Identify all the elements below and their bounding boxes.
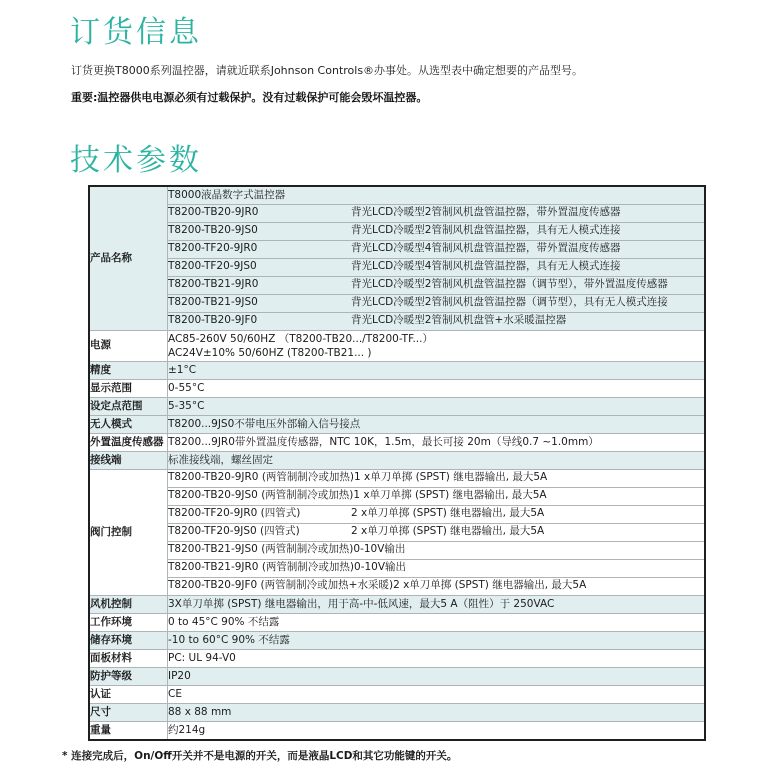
- spec-model: T8200-TB21-9JS0: [168, 296, 258, 309]
- spec-label: 尺寸: [89, 703, 168, 721]
- table-row: [89, 397, 705, 415]
- spec-description: 2 x单刀单掷 (SPST) 继电器输出, 最大5A: [393, 579, 587, 592]
- table-row: [89, 667, 705, 685]
- spec-value: [168, 312, 706, 330]
- spec-value: [168, 240, 706, 258]
- footnote-text: * 连接完成后，On/Off开关并不是电源的开关，而是液晶LCD和其它功能键的开关。: [62, 749, 458, 762]
- spec-value: ±1°C: [168, 361, 706, 379]
- table-row: [89, 204, 705, 222]
- table-row: [89, 361, 705, 379]
- ordering-intro-text: 订货更换T8000系列温控器，请就近联系Johnson Controls®办事处。从选型表中确定想要的产品型号。: [71, 63, 584, 77]
- technical-specs-title: 技术参数: [70, 143, 202, 179]
- spec-value: CE: [168, 685, 706, 703]
- spec-value: [168, 559, 706, 577]
- spec-label: 电源: [89, 330, 168, 361]
- spec-description: 0-10V输出: [353, 543, 406, 556]
- spec-value: [168, 523, 706, 541]
- spec-model: T8200-TB21-9JS0 (两管制制冷或加热): [168, 543, 354, 556]
- spec-label: 精度: [89, 361, 168, 379]
- spec-label: 工作环境: [89, 613, 168, 631]
- spec-description: 背光LCD冷暖型2管制风机盘管+水采暖温控器: [351, 314, 567, 327]
- table-row: [89, 415, 705, 433]
- ordering-info-title: 订货信息: [70, 15, 202, 50]
- spec-description: 2 x单刀单掷 (SPST) 继电器输出, 最大5A: [351, 507, 545, 520]
- spec-description: 背光LCD冷暖型2管制风机盘管温控器（调节型），具有无人模式连接: [351, 296, 668, 309]
- overload-warning-text: 重要:温控器供电电源必须有过载保护。没有过载保护可能会毁坏温控器。: [71, 91, 428, 105]
- spec-value: [168, 487, 706, 505]
- spec-model: T8200-TF20-9JS0 (四管式): [168, 525, 300, 538]
- spec-value: [168, 222, 706, 240]
- spec-value: [168, 204, 706, 222]
- spec-label: 接线端: [89, 451, 168, 469]
- table-row: [89, 451, 705, 469]
- spec-value: -10 to 60°C 90% 不结露: [168, 631, 706, 649]
- spec-model: T8200-TB20-9JR0: [168, 206, 259, 219]
- spec-value: PC: UL 94-V0: [168, 649, 706, 667]
- spec-model: T8200-TB20-9JR0 (两管制制冷或加热): [168, 471, 355, 484]
- spec-value: [168, 505, 706, 523]
- table-row: [89, 330, 705, 361]
- spec-value: [168, 541, 706, 559]
- table-row: [89, 595, 705, 613]
- spec-value: T8000液晶数字式温控器: [168, 186, 706, 205]
- spec-table: [88, 185, 706, 741]
- spec-model: T8200-TB20-9JF0 (两管制制冷或加热+水采暖): [168, 579, 394, 592]
- spec-model: T8200-TB21-9JR0 (两管制制冷或加热): [168, 561, 355, 574]
- spec-value: T8200...9JR0带外置温度传感器，NTC 10K，1.5m，最长可接 20m（导线0.7 ~1.0mm）: [168, 433, 706, 451]
- spec-value: 5-35°C: [168, 397, 706, 415]
- spec-table-body: [89, 186, 705, 740]
- spec-value: [168, 330, 706, 361]
- table-row: [89, 505, 705, 523]
- spec-value: 0-55°C: [168, 379, 706, 397]
- table-row: [89, 276, 705, 294]
- table-row: [89, 559, 705, 577]
- table-row: [89, 577, 705, 595]
- spec-label: 认证: [89, 685, 168, 703]
- spec-label: 无人模式: [89, 415, 168, 433]
- spec-value: [168, 469, 706, 487]
- spec-model: T8200-TB20-9JF0: [168, 314, 258, 327]
- table-row: [89, 541, 705, 559]
- spec-value: IP20: [168, 667, 706, 685]
- spec-label: 重量: [89, 721, 168, 740]
- table-row: [89, 721, 705, 740]
- spec-label: 防护等级: [89, 667, 168, 685]
- table-row: [89, 523, 705, 541]
- table-row: [89, 312, 705, 330]
- spec-model: T8200-TB21-9JR0: [168, 278, 259, 291]
- spec-label: 设定点范围: [89, 397, 168, 415]
- table-row: [89, 703, 705, 721]
- table-row: [89, 433, 705, 451]
- spec-label: 显示范围: [89, 379, 168, 397]
- table-row: [89, 487, 705, 505]
- spec-value: 0 to 45°C 90% 不结露: [168, 613, 706, 631]
- table-row: [89, 294, 705, 312]
- spec-model: T8200-TF20-9JR0: [168, 242, 258, 255]
- table-row: [89, 649, 705, 667]
- spec-value: 3X单刀单掷 (SPST) 继电器输出，用于高-中-低风速，最大5 A（阻性）于 250VAC: [168, 595, 706, 613]
- spec-description: 1 x单刀单掷 (SPST) 继电器输出, 最大5A: [353, 489, 547, 502]
- spec-description: 背光LCD冷暖型2管制风机盘管温控器（调节型），带外置温度传感器: [351, 278, 668, 291]
- spec-value: [168, 294, 706, 312]
- spec-label: 阀门控制: [89, 469, 168, 595]
- spec-description: 2 x单刀单掷 (SPST) 继电器输出, 最大5A: [351, 525, 545, 538]
- table-row: [89, 685, 705, 703]
- spec-value: 约214g: [168, 721, 706, 740]
- spec-label: 产品名称: [89, 186, 168, 331]
- spec-value: 标准接线端，螺丝固定: [168, 451, 706, 469]
- spec-model: T8200-TB20-9JS0: [168, 224, 258, 237]
- spec-label: 风机控制: [89, 595, 168, 613]
- spec-value: [168, 577, 706, 595]
- spec-model: T8200-TF20-9JR0 (四管式): [168, 507, 301, 520]
- spec-description: 0-10V输出: [354, 561, 407, 574]
- spec-description: 背光LCD冷暖型2管制风机盘管温控器，带外置温度传感器: [351, 206, 621, 219]
- spec-label: 外置温度传感器: [89, 433, 168, 451]
- table-row: [89, 379, 705, 397]
- table-row: [89, 613, 705, 631]
- spec-value: [168, 276, 706, 294]
- spec-label: 储存环境: [89, 631, 168, 649]
- spec-value-line: AC24V±10% 50/60HZ (T8200-TB21... ): [168, 346, 372, 359]
- spec-value-line: AC85-260V 50/60HZ （T8200-TB20.../T8200-TF...）: [168, 332, 433, 345]
- table-row: [89, 469, 705, 487]
- spec-value: T8200...9JS0不带电压外部输入信号接点: [168, 415, 706, 433]
- table-row: [89, 631, 705, 649]
- spec-description: 背光LCD冷暖型2管制风机盘管温控器，具有无人模式连接: [351, 224, 621, 237]
- spec-value: [168, 258, 706, 276]
- table-row: [89, 222, 705, 240]
- spec-description: 背光LCD冷暖型4管制风机盘管温控器，具有无人模式连接: [351, 260, 621, 273]
- spec-label: 面板材料: [89, 649, 168, 667]
- spec-value: 88 x 88 mm: [168, 703, 706, 721]
- table-row: [89, 240, 705, 258]
- spec-model: T8200-TF20-9JS0: [168, 260, 257, 273]
- table-row: [89, 258, 705, 276]
- spec-description: 1 x单刀单掷 (SPST) 继电器输出, 最大5A: [354, 471, 548, 484]
- spec-description: 背光LCD冷暖型4管制风机盘管温控器，带外置温度传感器: [351, 242, 621, 255]
- table-row: [89, 186, 705, 205]
- spec-model: T8200-TB20-9JS0 (两管制制冷或加热): [168, 489, 354, 502]
